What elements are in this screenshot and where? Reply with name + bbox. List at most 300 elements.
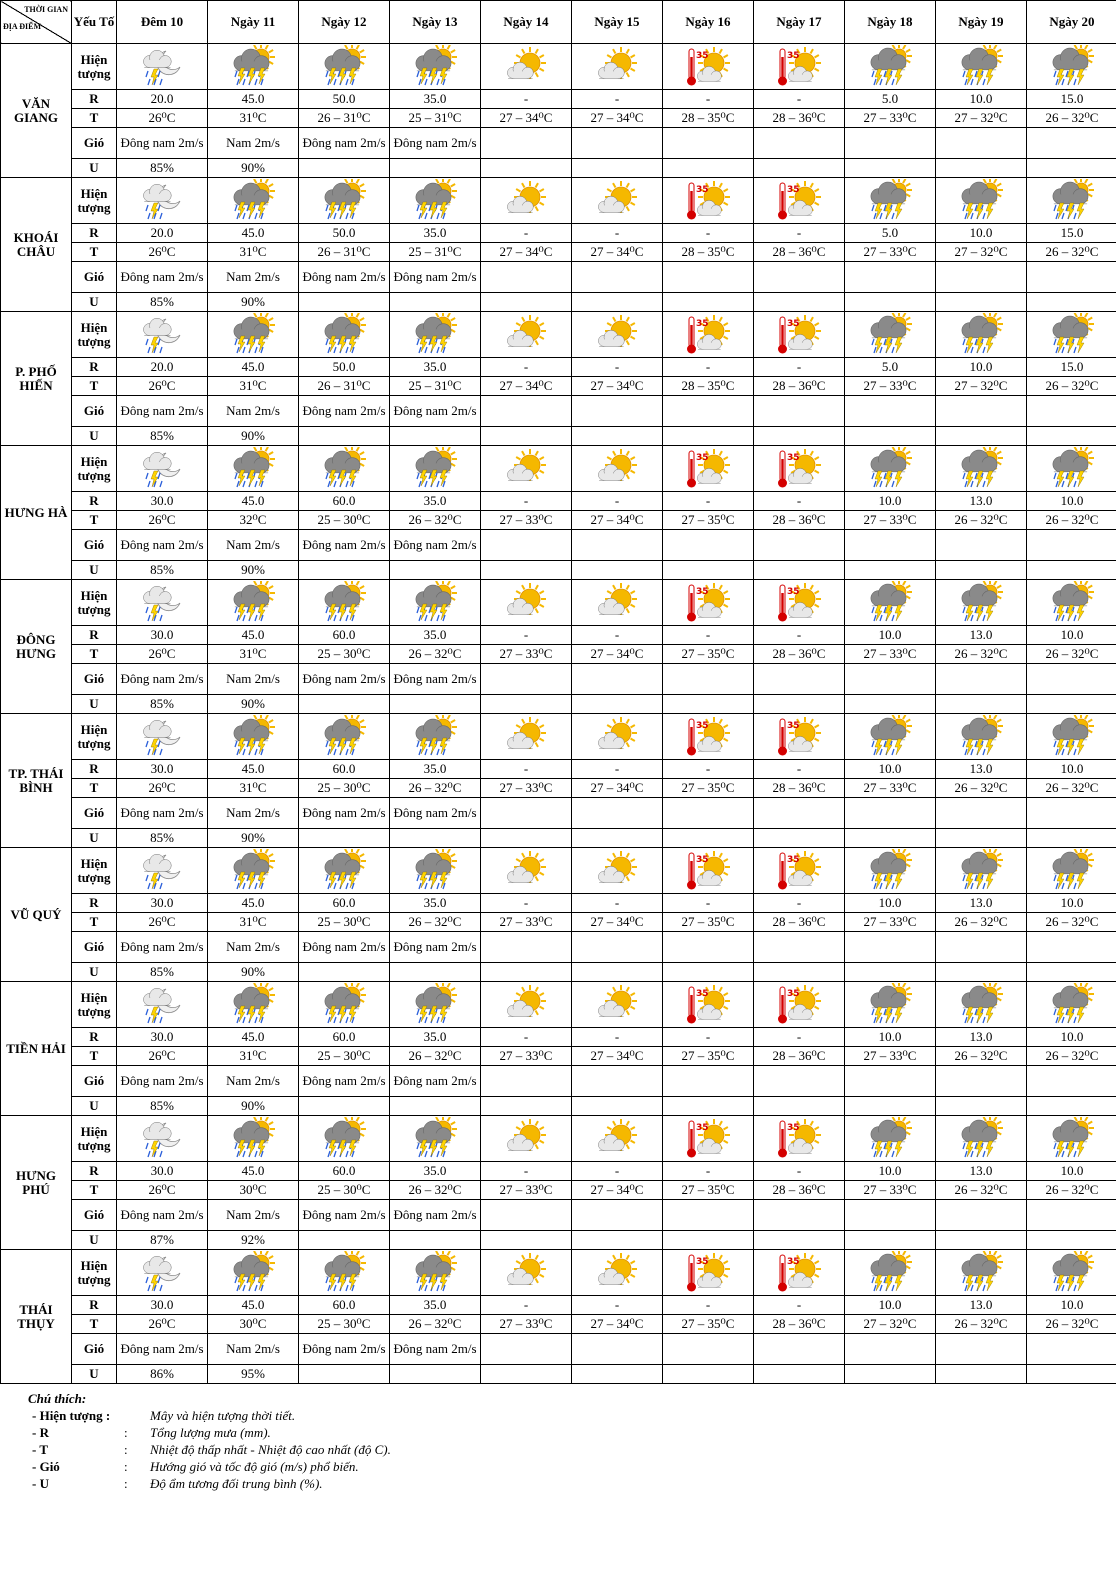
rain-value: - [754,1296,845,1315]
row-label-wind: Gió [72,932,117,963]
weather-cell [572,714,663,760]
wind-value [1027,1200,1116,1231]
weather-cell [663,1250,754,1296]
thunderstorm-rain-icon [390,1117,480,1161]
temperature-value: 27 – 33⁰C [481,645,572,664]
wind-value [754,396,845,427]
humidity-value [754,1097,845,1116]
wind-value [845,798,936,829]
rain-value: 15.0 [1027,358,1116,377]
weather-cell [208,178,299,224]
row-label-humidity: U [72,561,117,580]
rain-value: 20.0 [117,224,208,243]
rain-value: 10.0 [845,1296,936,1315]
thunderstorm-rain-icon [390,447,480,491]
temperature-row [1,645,1116,664]
weather-cell [299,1250,390,1296]
temperature-value: 25 – 31⁰C [390,109,481,128]
temperature-value: 27 – 34⁰C [572,1181,663,1200]
rain-value: 45.0 [208,894,299,913]
temperature-value: 26 – 32⁰C [390,1315,481,1334]
weather-cell [572,982,663,1028]
wind-value [936,262,1027,293]
weather-cell [1027,848,1116,894]
humidity-value [481,695,572,714]
wind-value [845,128,936,159]
temperature-value: 27 – 32⁰C [936,243,1027,262]
day-header: Ngày 11 [208,1,299,44]
legend-item [28,1407,1116,1424]
weather-cell [117,1250,208,1296]
rain-row [1,760,1116,779]
humidity-value [1027,829,1116,848]
svg-text:35: 35 [696,318,709,329]
temperature-value: 28 – 36⁰C [754,1315,845,1334]
humidity-value [845,1365,936,1384]
wind-value: Nam 2m/s [208,1334,299,1365]
hot-sun-thermometer-icon [663,581,753,625]
temperature-value: 28 – 36⁰C [754,645,845,664]
wind-row [1,664,1116,695]
thunderstorm-rain-icon [390,1251,480,1295]
wind-row [1,396,1116,427]
temperature-value: 26⁰C [117,243,208,262]
temperature-value: 26 – 32⁰C [936,913,1027,932]
temperature-value: 27 – 34⁰C [481,109,572,128]
row-label-wind: Gió [72,262,117,293]
weather-cell [845,848,936,894]
day-header: Ngày 15 [572,1,663,44]
weather-cell [208,848,299,894]
temperature-row [1,913,1116,932]
factor-header: Yếu Tố [72,1,117,44]
night-rain-icon [117,581,207,625]
row-label-wind: Gió [72,530,117,561]
humidity-value [663,159,754,178]
humidity-value [299,427,390,446]
wind-value [845,396,936,427]
temperature-value: 27 – 33⁰C [845,377,936,396]
temperature-row [1,1315,1116,1334]
humidity-value [299,561,390,580]
wind-value [754,798,845,829]
wind-value: Nam 2m/s [208,396,299,427]
phenomenon-row [1,848,1116,894]
temperature-value: 27 – 33⁰C [481,913,572,932]
humidity-value [663,695,754,714]
wind-value [1027,932,1116,963]
temperature-value: 27 – 35⁰C [663,511,754,530]
weather-cell [1027,446,1116,492]
time-label: THỜI GIAN [24,5,68,14]
rain-value: - [754,760,845,779]
rain-value: 45.0 [208,1162,299,1181]
wind-value [572,664,663,695]
weather-cell [481,982,572,1028]
weather-cell [390,848,481,894]
wind-value [572,1200,663,1231]
humidity-value [481,561,572,580]
rain-value: 30.0 [117,894,208,913]
location-name: TP. THÁI BÌNH [1,714,72,848]
row-label-humidity: U [72,293,117,312]
night-rain-icon [117,313,207,357]
weather-cell [1027,178,1116,224]
hot-sun-thermometer-icon [663,1117,753,1161]
humidity-value [1027,159,1116,178]
rain-value: 5.0 [845,224,936,243]
row-label-phenomenon: Hiện tượng [72,446,117,492]
wind-value: Nam 2m/s [208,1066,299,1097]
weather-cell [117,446,208,492]
wind-value [663,262,754,293]
row-label-wind: Gió [72,1334,117,1365]
rain-value: - [754,90,845,109]
humidity-value: 90% [208,561,299,580]
row-label-wind: Gió [72,396,117,427]
humidity-value [481,1365,572,1384]
humidity-value: 85% [117,829,208,848]
thunderstorm-icon [1027,447,1116,491]
thunderstorm-icon [845,447,935,491]
rain-value: 35.0 [390,90,481,109]
wind-value [754,262,845,293]
rain-value: - [572,90,663,109]
temperature-value: 26⁰C [117,779,208,798]
humidity-value [936,829,1027,848]
thunderstorm-rain-icon [299,179,389,223]
thunderstorm-rain-icon [208,1117,298,1161]
weather-cell [1027,982,1116,1028]
row-label-humidity: U [72,829,117,848]
hot-sun-thermometer-icon [754,1117,844,1161]
temperature-value: 32⁰C [208,511,299,530]
thunderstorm-icon [845,179,935,223]
rain-value: 45.0 [208,1296,299,1315]
thunderstorm-rain-icon [208,849,298,893]
weather-cell [663,446,754,492]
wind-value [481,530,572,561]
temperature-value: 26 – 32⁰C [1027,1181,1116,1200]
weather-cell [390,1250,481,1296]
humidity-value: 87% [117,1231,208,1250]
thunderstorm-rain-icon [299,447,389,491]
night-rain-icon [117,1117,207,1161]
weather-cell [936,178,1027,224]
humidity-value [1027,561,1116,580]
wind-value [936,530,1027,561]
humidity-value [936,159,1027,178]
row-label-humidity: U [72,1365,117,1384]
temperature-value: 26 – 32⁰C [1027,511,1116,530]
weather-cell [481,1250,572,1296]
row-label-rain: R [72,626,117,645]
wind-value: Đông nam 2m/s [299,396,390,427]
wind-value [845,1066,936,1097]
weather-cell [845,44,936,90]
weather-cell [936,312,1027,358]
sun-cloud-icon [481,581,571,625]
rain-value: 45.0 [208,1028,299,1047]
weather-cell [1027,714,1116,760]
weather-cell [299,1116,390,1162]
hot-sun-thermometer-icon [663,45,753,89]
thunderstorm-rain-icon [390,179,480,223]
svg-text:35: 35 [787,50,800,61]
rain-row [1,1028,1116,1047]
legend-key: - Gió [32,1459,60,1474]
row-label-humidity: U [72,1097,117,1116]
wind-value [572,396,663,427]
wind-value: Đông nam 2m/s [299,530,390,561]
wind-value: Đông nam 2m/s [117,1066,208,1097]
humidity-value [1027,427,1116,446]
temperature-value: 27 – 35⁰C [663,913,754,932]
rain-value: 35.0 [390,894,481,913]
wind-row [1,1200,1116,1231]
legend-title: Chú thích: [28,1391,87,1406]
weather-cell [572,1116,663,1162]
thunderstorm-rain-icon [208,581,298,625]
wind-value [1027,530,1116,561]
thunderstorm-icon [1027,715,1116,759]
temperature-value: 26 – 32⁰C [1027,779,1116,798]
humidity-value [1027,963,1116,982]
wind-value [572,128,663,159]
rain-value: 10.0 [936,224,1027,243]
wind-value: Đông nam 2m/s [390,1334,481,1365]
corner-cell [1,1,72,44]
humidity-value [754,695,845,714]
weather-cell [845,446,936,492]
humidity-value [481,829,572,848]
weather-cell [936,446,1027,492]
rain-value: 30.0 [117,760,208,779]
wind-value [481,1200,572,1231]
temperature-value: 27 – 33⁰C [481,1315,572,1334]
humidity-row [1,829,1116,848]
weather-cell [754,848,845,894]
temperature-value: 28 – 35⁰C [663,109,754,128]
temperature-value: 28 – 36⁰C [754,243,845,262]
humidity-value [845,1231,936,1250]
row-label-temperature: T [72,1047,117,1066]
rain-value: - [481,90,572,109]
humidity-row [1,159,1116,178]
temperature-value: 26 – 32⁰C [390,913,481,932]
wind-row [1,262,1116,293]
rain-value: - [572,1028,663,1047]
night-rain-icon [117,983,207,1027]
hot-sun-thermometer-icon [754,983,844,1027]
thunderstorm-icon [936,1251,1026,1295]
humidity-value [936,427,1027,446]
wind-value [754,1334,845,1365]
rain-value: 45.0 [208,492,299,511]
wind-value: Đông nam 2m/s [117,664,208,695]
humidity-value [481,159,572,178]
humidity-value [845,427,936,446]
temperature-value: 30⁰C [208,1181,299,1200]
day-header: Ngày 20 [1027,1,1116,44]
rain-value: - [572,894,663,913]
weather-cell [663,44,754,90]
humidity-value: 90% [208,695,299,714]
temperature-value: 26 – 32⁰C [936,645,1027,664]
svg-text:35: 35 [787,452,800,463]
humidity-value [936,1097,1027,1116]
hot-sun-thermometer-icon [663,715,753,759]
sun-cloud-icon [481,1251,571,1295]
humidity-value: 90% [208,1097,299,1116]
wind-value: Đông nam 2m/s [299,128,390,159]
rain-value: 30.0 [117,1028,208,1047]
humidity-value: 85% [117,1097,208,1116]
weather-cell [208,714,299,760]
sun-cloud-icon [572,581,662,625]
humidity-value: 85% [117,695,208,714]
temperature-value: 26⁰C [117,377,208,396]
wind-value: Đông nam 2m/s [299,1200,390,1231]
legend-text: Nhiệt độ thấp nhất - Nhiệt độ cao nhất (độ C). [150,1442,391,1457]
wind-value [1027,1334,1116,1365]
rain-value: 13.0 [936,1162,1027,1181]
rain-value: 60.0 [299,1028,390,1047]
rain-value: 10.0 [936,90,1027,109]
temperature-value: 25 – 30⁰C [299,511,390,530]
svg-text:35: 35 [696,586,709,597]
rain-value: - [481,224,572,243]
humidity-value [481,963,572,982]
thunderstorm-icon [1027,45,1116,89]
wind-value [481,262,572,293]
rain-value: - [572,760,663,779]
location-name: THÁI THỤY [1,1250,72,1384]
row-label-humidity: U [72,1231,117,1250]
temperature-value: 27 – 33⁰C [845,109,936,128]
rain-value: - [754,492,845,511]
temperature-value: 26 – 32⁰C [1027,377,1116,396]
thunderstorm-rain-icon [299,581,389,625]
weather-cell [754,1116,845,1162]
humidity-value: 90% [208,829,299,848]
humidity-value [663,963,754,982]
temperature-value: 25 – 30⁰C [299,779,390,798]
row-label-phenomenon: Hiện tượng [72,848,117,894]
weather-cell [1027,1116,1116,1162]
temperature-value: 26 – 32⁰C [1027,243,1116,262]
temperature-value: 26 – 32⁰C [1027,645,1116,664]
sun-cloud-icon [481,715,571,759]
rain-value: - [481,1162,572,1181]
thunderstorm-icon [936,581,1026,625]
temperature-value: 27 – 35⁰C [663,779,754,798]
row-label-phenomenon: Hiện tượng [72,178,117,224]
temperature-value: 28 – 36⁰C [754,377,845,396]
row-label-rain: R [72,492,117,511]
wind-value [845,530,936,561]
rain-value: - [754,1162,845,1181]
phenomenon-row [1,446,1116,492]
temperature-value: 27 – 35⁰C [663,645,754,664]
humidity-value [1027,1231,1116,1250]
weather-cell [117,44,208,90]
thunderstorm-icon [1027,1251,1116,1295]
temperature-value: 27 – 33⁰C [481,1047,572,1066]
wind-value: Nam 2m/s [208,664,299,695]
weather-cell [845,580,936,626]
row-label-rain: R [72,894,117,913]
wind-value [936,128,1027,159]
rain-value: 45.0 [208,626,299,645]
thunderstorm-rain-icon [208,179,298,223]
wind-value [754,128,845,159]
weather-cell [754,312,845,358]
humidity-value [481,293,572,312]
sun-cloud-icon [481,447,571,491]
row-label-temperature: T [72,779,117,798]
temperature-value: 25 – 30⁰C [299,1047,390,1066]
humidity-value [936,561,1027,580]
row-label-rain: R [72,1162,117,1181]
humidity-value [390,963,481,982]
wind-value [481,1066,572,1097]
rain-value: - [572,1162,663,1181]
legend [0,1384,1116,1492]
humidity-value [390,561,481,580]
temperature-value: 26 – 32⁰C [936,1315,1027,1334]
humidity-value [299,829,390,848]
wind-value [1027,1066,1116,1097]
humidity-value [754,293,845,312]
temperature-row [1,1181,1116,1200]
legend-item [28,1475,1116,1492]
sun-cloud-icon [572,1117,662,1161]
svg-text:35: 35 [696,1122,709,1133]
humidity-value [754,829,845,848]
thunderstorm-icon [845,1117,935,1161]
temperature-value: 31⁰C [208,913,299,932]
thunderstorm-icon [845,581,935,625]
wind-value [754,1200,845,1231]
rain-value: - [663,358,754,377]
weather-cell [390,982,481,1028]
row-label-temperature: T [72,243,117,262]
rain-row [1,224,1116,243]
row-label-humidity: U [72,159,117,178]
thunderstorm-rain-icon [390,313,480,357]
rain-value: 10.0 [1027,760,1116,779]
wind-value: Đông nam 2m/s [390,1066,481,1097]
thunderstorm-icon [1027,849,1116,893]
temperature-value: 27 – 34⁰C [572,1315,663,1334]
humidity-row [1,695,1116,714]
row-label-temperature: T [72,511,117,530]
humidity-row [1,427,1116,446]
thunderstorm-rain-icon [299,983,389,1027]
temperature-value: 27 – 33⁰C [845,243,936,262]
weather-cell [663,1116,754,1162]
rain-value: - [754,626,845,645]
weather-cell [663,848,754,894]
thunderstorm-icon [845,983,935,1027]
day-header: Ngày 14 [481,1,572,44]
hot-sun-thermometer-icon [754,715,844,759]
night-rain-icon [117,715,207,759]
humidity-value [390,427,481,446]
row-label-wind: Gió [72,1066,117,1097]
humidity-value [390,695,481,714]
